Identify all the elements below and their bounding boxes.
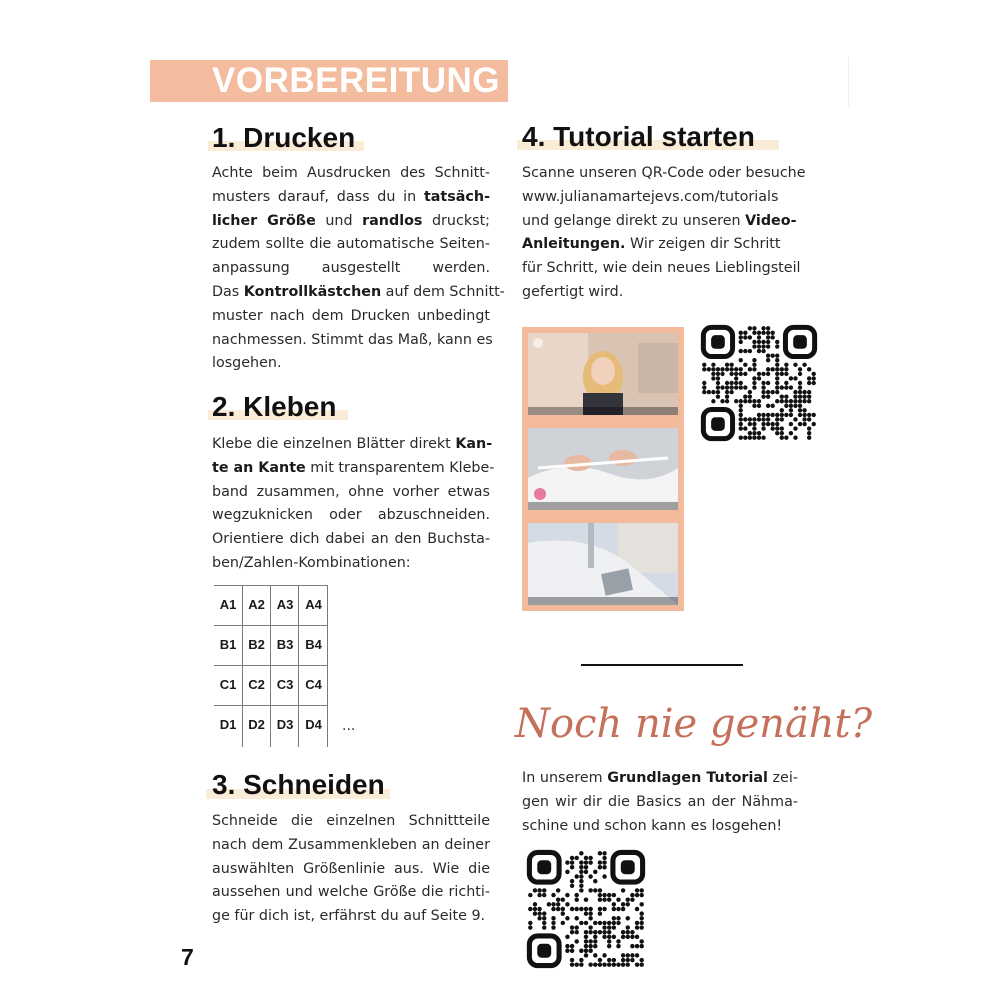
text-run: band zusammen, ohne vorher etwas (212, 483, 490, 500)
grid-cell: A2 (248, 597, 265, 612)
text-run: und (315, 212, 363, 229)
text-run: Wir zeigen dir Schritt (625, 236, 781, 253)
text-run: Achte beim Ausdrucken des Schnitt- (212, 165, 490, 181)
paragraph-tutorial (522, 162, 812, 305)
text-line (212, 162, 490, 186)
text-run: gen wir dir die Basics an der Nähma- (522, 793, 798, 810)
bold-text: tatsäch- (423, 188, 490, 205)
grid-cell: B4 (305, 637, 322, 652)
text-run: Klebe die einzelnen Blätter direkt (212, 436, 456, 452)
text-run: Orientiere dich dabei an den Buchsta- (212, 531, 490, 548)
text-line (212, 905, 490, 929)
text-line (212, 834, 490, 858)
text-run: zei- (767, 770, 798, 786)
text-line (522, 815, 798, 839)
video-thumbnail[interactable] (528, 428, 678, 510)
heading-tutorial: 4. Tutorial starten (522, 121, 755, 152)
grid-cell: A3 (276, 597, 294, 612)
video-collage[interactable] (522, 327, 684, 611)
heading-kleben: 2. Kleben (212, 391, 337, 422)
paragraph-schneiden (212, 810, 490, 929)
text-line (212, 352, 490, 376)
grid-cell: B3 (276, 637, 294, 652)
text-run: ben/Zahlen-Kombinationen: (212, 554, 411, 571)
text-line (212, 504, 490, 528)
grid-cell: C1 (219, 677, 237, 692)
text-run: www.julianamartejevs.com/tutorials (522, 188, 779, 205)
text-run: auswählten Größenlinie aus. Wie die (212, 860, 490, 877)
text-run: schine und schon kann es losgehen! (522, 817, 783, 834)
text-line (522, 767, 798, 791)
text-run: auf dem Schnitt- (381, 283, 505, 300)
text-line (522, 281, 812, 305)
bold-text: randlos (362, 212, 423, 229)
page-number: 7 (181, 944, 194, 970)
text-line (212, 305, 490, 329)
text-line (212, 457, 495, 481)
text-run: gefertigt wird. (522, 283, 624, 300)
text-run: druckst; (422, 212, 490, 229)
video-thumbnail[interactable] (528, 523, 678, 605)
qr-code-icon[interactable] (528, 851, 644, 967)
page-edge (848, 57, 849, 107)
text-run: Scanne unseren QR-Code oder besuche (522, 165, 806, 181)
bold-text: Video- (745, 212, 797, 229)
text-line (522, 257, 812, 281)
grid-cell: D4 (305, 717, 322, 732)
grid-cell: C2 (248, 677, 265, 692)
text-line (522, 162, 812, 186)
text-run: nachmessen. Stimmt das Maß, kann es (212, 331, 493, 348)
text-line (212, 858, 490, 882)
script-title-text: Noch nie genäht? (515, 701, 873, 747)
grid-cell: C4 (305, 677, 322, 692)
page-title: VORBEREITUNG (212, 61, 500, 100)
text-line (212, 281, 505, 305)
bold-text: Kontrollkästchen (243, 283, 382, 300)
text-run: zudem sollte die automatische Seiten- (212, 236, 490, 253)
text-run: Schneide die einzelnen Schnittteile (212, 813, 490, 829)
text-line (212, 329, 493, 353)
text-line (212, 481, 490, 505)
text-line (212, 528, 490, 552)
grid-cell: D2 (248, 717, 265, 732)
paragraph-kleben (212, 433, 495, 576)
text-line (212, 881, 490, 905)
paragraph-grundlagen (522, 767, 798, 838)
text-run: wegzuknicken oder abzuschneiden. (212, 507, 490, 524)
text-line (522, 791, 798, 815)
text-line (212, 186, 490, 210)
text-run: und gelange direkt zu unseren (522, 212, 746, 229)
text-run: mit transparentem Klebe- (305, 459, 495, 476)
heading-schneiden: 3. Schneiden (212, 769, 385, 800)
grid-cell: A4 (305, 597, 322, 612)
tile-grid (214, 585, 328, 747)
text-line (212, 433, 493, 457)
bold-text: Grundlagen Tutorial (607, 770, 768, 786)
grid-cell: B2 (248, 637, 265, 652)
script-title (515, 685, 873, 765)
text-line (212, 257, 490, 281)
text-run: aussehen und welche Größe die richti- (212, 884, 490, 901)
qr-code-icon[interactable] (702, 326, 816, 440)
text-run: anpassung ausgestellt werden. (212, 260, 490, 277)
text-line (212, 233, 490, 257)
text-run: losgehen. (212, 355, 282, 372)
text-line (212, 552, 490, 576)
text-line (522, 210, 812, 234)
grid-cell: B1 (219, 637, 237, 652)
text-line (212, 810, 490, 834)
text-line (522, 233, 812, 257)
text-run: für Schritt, wie dein neues Lieblingsteil (522, 260, 801, 277)
grid-cell: D3 (276, 717, 294, 732)
text-run: Das (212, 283, 244, 300)
heading-drucken: 1. Drucken (212, 122, 356, 153)
bold-text: Anleitungen. (522, 236, 626, 253)
paragraph-drucken (212, 162, 505, 376)
text-line (522, 186, 812, 210)
bold-text: Kan- (455, 436, 493, 452)
text-line (212, 210, 490, 234)
grid-cell: C3 (276, 677, 294, 692)
text-run: musters darauf, dass du in (212, 188, 424, 205)
text-run: ge für dich ist, erfährst du auf Seite 9. (212, 908, 486, 925)
text-run: muster nach dem Drucken unbedingt (212, 307, 490, 324)
text-run: In unserem (522, 770, 608, 786)
grid-cell: A1 (219, 597, 237, 612)
text-run: nach dem Zusammenkleben an deiner (212, 836, 490, 853)
grid-ellipsis: ... (342, 718, 356, 734)
bold-text: licher Größe (212, 212, 316, 229)
bold-text: te an Kante (212, 459, 306, 476)
grid-cell: D1 (219, 717, 237, 732)
video-thumbnail[interactable] (528, 333, 678, 415)
divider (581, 664, 743, 666)
